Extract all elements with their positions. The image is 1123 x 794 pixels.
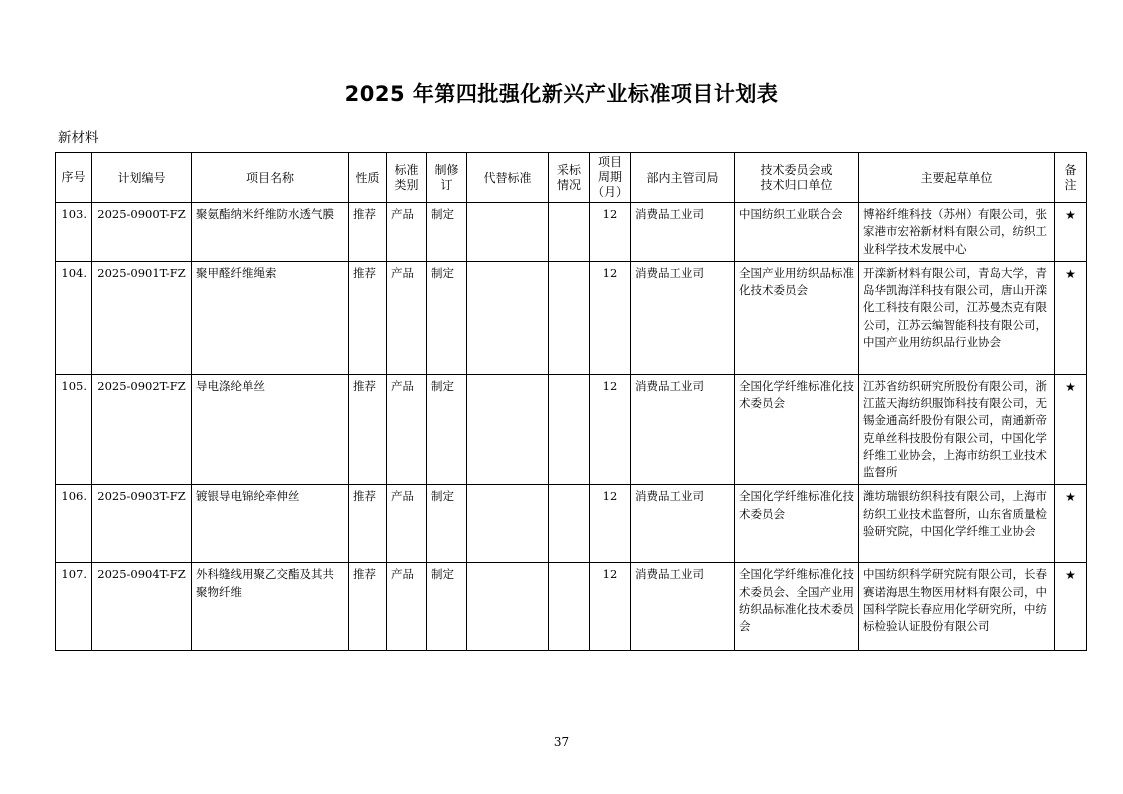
cell-project-name: 聚氨酯纳米纤维防水透气膜 bbox=[192, 203, 349, 262]
col-header-replaced: 代替标准 bbox=[467, 153, 549, 203]
standards-plan-table bbox=[55, 152, 1087, 651]
cell-drafters: 潍坊瑞银纺织科技有限公司，上海市纺织工业技术监督所，山东省质量检验研究院，中国化学纤维工业协会 bbox=[859, 485, 1055, 563]
plan-table-container bbox=[55, 152, 1077, 651]
cell-drafters: 中国纺织科学研究院有限公司，长春赛诺海思生物医用材料有限公司，中国科学院长春应用化学研究所，中纺标检验认证股份有限公司 bbox=[859, 563, 1055, 651]
cell-drafters: 开滦新材料有限公司，青岛大学，青岛华凯海洋科技有限公司，唐山开滦化工科技有限公司，江苏曼杰克有限公司，江苏云编智能科技有限公司，中国产业用纺织品行业协会 bbox=[859, 261, 1055, 374]
cell-replaced-standard bbox=[467, 261, 549, 374]
cell-property: 推荐 bbox=[349, 563, 387, 651]
cell-replaced-standard bbox=[467, 485, 549, 563]
cell-dept: 消费品工业司 bbox=[631, 374, 735, 485]
col-header-name: 项目名称 bbox=[192, 153, 349, 203]
cell-adoption bbox=[549, 203, 590, 262]
page-title: 2025 年第四批强化新兴产业标准项目计划表 bbox=[344, 82, 779, 106]
table-body bbox=[56, 203, 1087, 651]
col-header-revision-line1: 制修 bbox=[434, 162, 459, 177]
col-header-revision bbox=[427, 153, 467, 203]
cell-category: 产品 bbox=[387, 563, 427, 651]
cell-property: 推荐 bbox=[349, 203, 387, 262]
cell-technical-committee: 中国纺织工业联合会 bbox=[735, 203, 859, 262]
col-header-cycle bbox=[590, 153, 631, 203]
cell-adoption bbox=[549, 563, 590, 651]
cell-technical-committee: 全国化学纤维标准化技术委员会 bbox=[735, 374, 859, 485]
cell-cycle-months: 12 bbox=[590, 261, 631, 374]
col-header-drafters: 主要起草单位 bbox=[859, 153, 1055, 203]
cell-replaced-standard bbox=[467, 374, 549, 485]
col-header-code: 计划编号 bbox=[92, 153, 192, 203]
col-header-category-line2: 类别 bbox=[394, 177, 419, 192]
col-header-tc-line1: 技术委员会或 bbox=[760, 162, 833, 177]
cell-seq: 107. bbox=[56, 563, 92, 651]
cell-cycle-months: 12 bbox=[590, 374, 631, 485]
cell-adoption bbox=[549, 485, 590, 563]
table-row bbox=[56, 261, 1087, 374]
col-header-category-line1: 标准 bbox=[394, 162, 419, 177]
section-label: 新材料 bbox=[58, 130, 99, 146]
cell-technical-committee: 全国化学纤维标准化技术委员会 bbox=[735, 485, 859, 563]
table-row bbox=[56, 374, 1087, 485]
cell-project-name: 镀银导电锦纶牵伸丝 bbox=[192, 485, 349, 563]
table-row bbox=[56, 563, 1087, 651]
col-header-tc-line2: 技术归口单位 bbox=[760, 177, 833, 192]
cell-cycle-months: 12 bbox=[590, 485, 631, 563]
cell-adoption bbox=[549, 374, 590, 485]
cell-note-star: ★ bbox=[1055, 485, 1087, 563]
cell-project-name: 导电涤纶单丝 bbox=[192, 374, 349, 485]
col-header-adopt bbox=[549, 153, 590, 203]
cell-dept: 消费品工业司 bbox=[631, 203, 735, 262]
cell-property: 推荐 bbox=[349, 261, 387, 374]
cell-seq: 105. bbox=[56, 374, 92, 485]
cell-adoption bbox=[549, 261, 590, 374]
cell-category: 产品 bbox=[387, 374, 427, 485]
table-row bbox=[56, 485, 1087, 563]
col-header-cycle-line2: 周期 bbox=[597, 170, 622, 184]
cell-cycle-months: 12 bbox=[590, 563, 631, 651]
cell-note-star: ★ bbox=[1055, 563, 1087, 651]
col-header-adopt-line2: 情况 bbox=[556, 177, 581, 192]
cell-note-star: ★ bbox=[1055, 203, 1087, 262]
cell-code: 2025-0903T-FZ bbox=[92, 485, 192, 563]
cell-project-name: 外科缝线用聚乙交酯及其共聚物纤维 bbox=[192, 563, 349, 651]
col-header-revision-line2: 订 bbox=[440, 177, 453, 192]
col-header-cycle-line3: （月） bbox=[592, 185, 629, 199]
col-header-category bbox=[387, 153, 427, 203]
col-header-seq-line1: 序号 bbox=[61, 170, 86, 184]
col-header-dept: 部内主管司局 bbox=[631, 153, 735, 203]
col-header-note-line1: 备 bbox=[1064, 162, 1077, 177]
table-header-row bbox=[56, 153, 1087, 203]
col-header-seq bbox=[56, 153, 92, 203]
page-number: 37 bbox=[553, 735, 570, 749]
table-row bbox=[56, 203, 1087, 262]
cell-seq: 106. bbox=[56, 485, 92, 563]
cell-category: 产品 bbox=[387, 261, 427, 374]
col-header-tc bbox=[735, 153, 859, 203]
cell-code: 2025-0902T-FZ bbox=[92, 374, 192, 485]
cell-technical-committee: 全国产业用纺织品标准化技术委员会 bbox=[735, 261, 859, 374]
cell-dept: 消费品工业司 bbox=[631, 261, 735, 374]
cell-category: 产品 bbox=[387, 203, 427, 262]
cell-cycle-months: 12 bbox=[590, 203, 631, 262]
cell-revision: 制定 bbox=[427, 563, 467, 651]
cell-note-star: ★ bbox=[1055, 261, 1087, 374]
cell-replaced-standard bbox=[467, 203, 549, 262]
col-header-note bbox=[1055, 153, 1087, 203]
table-header bbox=[56, 153, 1087, 203]
cell-code: 2025-0901T-FZ bbox=[92, 261, 192, 374]
cell-note-star: ★ bbox=[1055, 374, 1087, 485]
col-header-cycle-line1: 项目 bbox=[597, 155, 622, 169]
cell-revision: 制定 bbox=[427, 485, 467, 563]
cell-seq: 104. bbox=[56, 261, 92, 374]
cell-seq: 103. bbox=[56, 203, 92, 262]
cell-dept: 消费品工业司 bbox=[631, 485, 735, 563]
cell-property: 推荐 bbox=[349, 374, 387, 485]
cell-drafters: 博裕纤维科技（苏州）有限公司，张家港市宏裕新材料有限公司，纺织工业科学技术发展中心 bbox=[859, 203, 1055, 262]
cell-revision: 制定 bbox=[427, 261, 467, 374]
cell-dept: 消费品工业司 bbox=[631, 563, 735, 651]
cell-project-name: 聚甲醛纤维绳索 bbox=[192, 261, 349, 374]
cell-revision: 制定 bbox=[427, 374, 467, 485]
col-header-property: 性质 bbox=[349, 153, 387, 203]
cell-replaced-standard bbox=[467, 563, 549, 651]
cell-technical-committee: 全国化学纤维标准化技术委员会、全国产业用纺织品标准化技术委员会 bbox=[735, 563, 859, 651]
cell-drafters: 江苏省纺织研究所股份有限公司，浙江蓝天海纺织服饰科技有限公司，无锡金通高纤股份有限公司，南通新帝克单丝科技股份有限公司，中国化学纤维工业协会，上海市纺织工业技术监督所 bbox=[859, 374, 1055, 485]
col-header-note-line2: 注 bbox=[1064, 177, 1077, 192]
cell-revision: 制定 bbox=[427, 203, 467, 262]
cell-category: 产品 bbox=[387, 485, 427, 563]
cell-code: 2025-0904T-FZ bbox=[92, 563, 192, 651]
col-header-adopt-line1: 采标 bbox=[556, 162, 581, 177]
cell-property: 推荐 bbox=[349, 485, 387, 563]
cell-code: 2025-0900T-FZ bbox=[92, 203, 192, 262]
